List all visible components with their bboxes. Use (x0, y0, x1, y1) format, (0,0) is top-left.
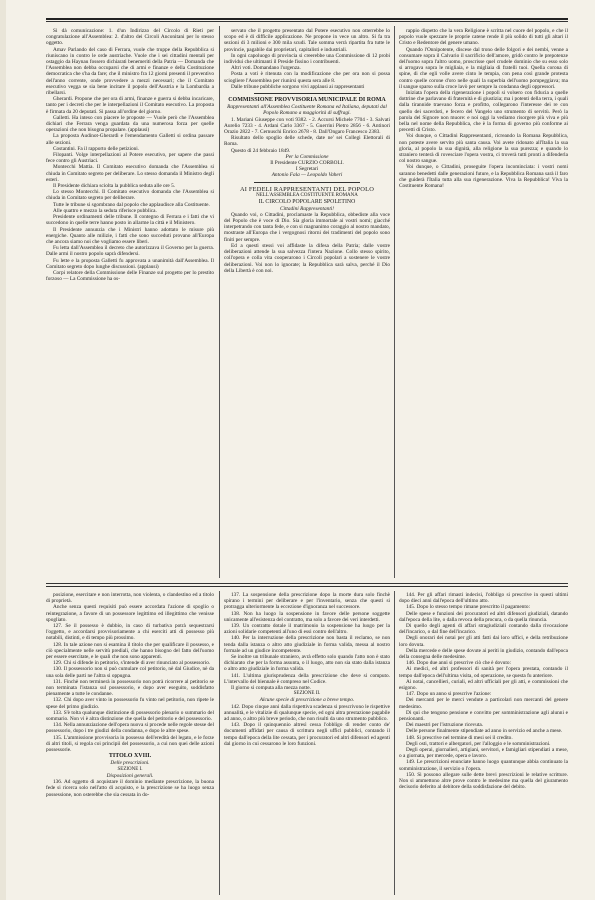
paragraph: Ai notai, cancellieri, curiali, ed altri ufficiali per gli atti, e commissioni che esigono. (399, 678, 568, 692)
paragraph: Questo dì 24 febbraio 1849. (231, 147, 291, 154)
paragraph: Voi dunque, o Cittadini, proseguite l'opera incominciata: i vostri nomi saranno benedetti dalle generazioni future, e la Repubblica Romana sarà il faro che guiderà l'Italia tutta alla sua rigenerazione. Viva la Repubblica! Viva la Costituente Romana! (399, 164, 568, 190)
paragraph: 140. Per la interruzione della prescrizione non basta il reclamo, se non tenda dalla istanza o altro atto giudiziale in forma valida, messa al nostro formale ad un giudice incompetente. (224, 635, 390, 654)
paragraph: Degli operai, giornalieri, artigiani, servitori, e famigliari stipendiati a mese, o a giornata, per mercede, opera e lavoro. (399, 747, 568, 760)
paragraph: Il Presidente annunzia che i Ministri hanno adottato le misure più energiche. Quanto alle milizie, i fatti che sono succeduti provano all'Europa che ancora siamo noi che vogliamo essere liberi. (46, 226, 214, 245)
paragraph: servato che il progetto presentato dal Potere esecutivo non otterrebbe lo scopo ed è di difficile applicazione. Ne propone in vece un altro. Si fa tra sezioni di 3 milioni e 300 mila scudi. Tale somma verrà ripartita fra tutte le provincie, pagabile dai proprietari, capitalisti e industriali. (224, 28, 390, 53)
paragraph: Se inoltre un tribunale straniero, avrà effetto solo quando l'atto non è stato dichiarato che per la forma assunta, o il luogo, atto non sia stato dalla istanza o altro atto giudiziale in forma valida. (224, 654, 390, 673)
paragraph: Posta a voti è ritenuta con la modificazione che per ora non si possa sciogliere l'Assemblea per riunirsi questa sera alle 8. (224, 71, 390, 84)
section-rule (46, 583, 568, 584)
paragraph: 135. L'ammissione provvisoria in possesso dell'eredità del legato, e le forze di altri titoli, si regola coi principii del possessorio, a cui non quei delle azioni possessorie. (46, 734, 214, 754)
paragraph: 143. Dopo il quinquennio altresì cessa l'obbligo di render conto de' documenti affidati per causa di scrittura negli uffici pubblici, contando il tempo dall'epoca della lite cessata, per i procuratori ed altri difensori ed agenti dal giorno in cui cessarono le loro funzioni. (224, 722, 390, 747)
paragraph: 139. Un contratto dotale il matrimonio la sospensione ha luogo per la azioni solidarie competenti all'uno di essi contro dell'altro. (224, 623, 390, 636)
section-heading: COMMISSIONE PROVVISORIA MUNICIPALE DI ROMA (228, 97, 386, 104)
separator (254, 93, 360, 94)
section-label: SEZIONE II. (293, 691, 321, 697)
paragraph: Il Presidente dichiara sciolta la pubblica seduta alle ore 5. (53, 183, 176, 190)
section-heading: AI FEDELI RAPPRESENTANTI DEL POPOLO (239, 185, 375, 193)
paragraph: 144. Per gli affari rimasti indecisi, l'obbligo si prescrive in questi ultimi dopo dieci anni dall'epoca dell'ultimo atto. (399, 592, 568, 605)
separator (254, 182, 360, 183)
paragraph: 136. Ad oggetto di acquistare il dominio mediante prescrizione, la buona fede si ricerca solo nell'atto di acquisto, e la prescrizione se ha luogo senza possessione, non osterebbe che sia cessata in do- (46, 779, 214, 798)
paragraph: Ai medici, ed altri professori di sanità per l'opera prestata, contando il tempo dall'epoca dell'ultima visita, od operazione, se questa fu anteriore. (399, 666, 568, 679)
column-divider (219, 591, 220, 895)
paragraph: 149. Le prescrizioni enunciate hanno luogo quantunque abbia continuato la somministrazione, il servizio o l'opera. (399, 759, 568, 772)
paragraph: Di qui che tengono pensione e convitto per somministrazione agli alunni e pensionanti. (399, 709, 568, 723)
paragraph: 145. Dopo lo stesso tempo rimane prescritto il pagamento: (406, 604, 531, 611)
paragraph: Di quello degli agenti di affari stragiudiziali contando dalla rivocazione dell'incarico, o dal fine dell'incarico. (399, 623, 568, 636)
paragraph: La proposta Audinot-Gherardi e l'emendamento Galletti si ordina passare alle sezioni. (46, 133, 214, 146)
top-rule (46, 18, 568, 20)
paragraph: 150. Si possono allegare sulle dette brevi prescrizioni le relative scritture. Non si ammettono altre prove contro le medesime ma quella del giuramento decisorio deferito al debitore della soddisfazione del debito. (399, 771, 568, 791)
paragraph: 148. Si prescrive nel termine di mesi sei il credito. (406, 734, 513, 741)
paragraph: Lo stesso Montecchi. Il Comitato esecutivo domanda che l'Assemblea si chiuda in Comitato segreto per deliberare. (46, 189, 214, 202)
signature-line: I Segretari (295, 166, 319, 173)
paragraph: Quando l'Onnipotente, discese dal trono delle folgori e dei nembi, venne a consumare sopra il Calvario il sacrificio dell'amore, gridò contro le prepotenze dell'uomo sopra l'altro uomo, proscrisse quel crudele dominio che su esso solo si arrogava sopra le migliaia, e la migliaia di fratelli tuoi. Quella corona di spine, di che egli volle avere cinto le tempia, con pena così grande protesta contro quelle corone d'oro nelle quali la superbia dell'uomo pompeggiava; ma il sangue sparso sulla croce lavò per sempre la condanna degli oppressori. (399, 46, 568, 90)
paragraph: Gherardi. Propone che per ora di armi, finanze e guerra si debba incaricare, tanto per i decreti che per le interpellazioni il Comitato esecutivo. La proposta è firmata da 20 deputati. Si passa all'ordine del giorno. (46, 96, 214, 115)
paragraph: Il giorno si computa alla mezza notte. (231, 685, 311, 692)
paragraph: Alle quattro e mezzo la seduta riferisce pubblica. (53, 207, 157, 214)
paragraph: rappio dispetto che la vera Religione è scritta nel cuore del popolo, e che il popolo vuole spezzare le proprie catene rende il più solido di tutti gli altari il Cristo e Redentore del genere umano. (399, 28, 568, 47)
subheading: IL CIRCOLO POPOLARE SPOLETINO (258, 199, 356, 206)
paragraph: Tutte le tribune si sgombrano dal popolo che applaudisce alla Costituente. (53, 201, 210, 208)
page-edge-left (0, 0, 6, 900)
paragraph: Si dà comunicazione: 1. d'un Indirizzo del Circolo di Rieti per congratulazione all'Assemblea: 2. d'altro dei Circoli Anconitani per lo stesso oggetto. (46, 28, 214, 47)
top-rule-thin (46, 21, 568, 22)
paragraph: Montecchi Mattia. Il Comitato esecutivo domanda che l'Assemblea si chiuda in Comitato segreto per deliberare. Lo stesso domanda il Ministro degli esteri. (46, 164, 214, 183)
paragraph: Altri voti. Domandano l'urgenza. (231, 65, 301, 72)
paragraph: Presidente ordinamenti delle tribune. Il contegno di Ferrara e i fatti che vi succedono in quelle terre hanno posto in allarme la città e il Ministero. (46, 214, 214, 227)
paragraph: 133. S'è tolta qualunque distinzione di possessorio plenario o summario del sommario. Non vi è altra distinzione che quella del petitorio e del possessorio. (46, 709, 214, 723)
paragraph: Costantini. Fa il rapporto delle petizioni. (53, 145, 140, 152)
subheading: Rappresentanti all'Assemblea Costituente Romana ed Italiana, deputati dal Popolo Romano a maggiorità di suffragi. (227, 104, 387, 117)
signature-line: Per la Commissione (285, 153, 329, 160)
column-divider (394, 591, 395, 895)
paragraph: 127. Se il possesso è dubbio, in caso di turbativa potrà sequestrarsi l'oggetto, e accordarsi provvisoriamente a chi eserciti atti di possesso più notabili, distinti, e di tempo più prossimo. (46, 623, 214, 642)
paragraph: In ogni capoluogo di provincia si creerebbe una Commissione di 12 probi individui che ultimanti il Preside fissino i contribuenti. (224, 52, 390, 66)
section-rule (46, 586, 568, 587)
salutation: Cittadini Rappresentanti! (279, 205, 335, 212)
top-column-1 (46, 28, 214, 578)
subheading: Disposizioni generali. (106, 772, 154, 779)
signature-line: Antonio Fala — Leopoldo Vaheri (271, 172, 343, 179)
paragraph: Iniziata l'opera della rigenerazione i popoli si volsero con fiducia a quelle dottrine che parlavano di fraternità e di giustizia; ma i potenti della terra, i quali dalla tirannide traevano forza e profitto, collegarono l'interesse dei re con quello dei sacerdoti, e fecero del Vangelo uno strumento di servitù. Però la parola del Signore non muore: e noi oggi la vediamo risorgere più viva e più bella nel nome della Repubblica, che è la forma di governo più conforme ai precetti di Cristo. (399, 90, 568, 134)
paragraph: Dalle tribune pubbliche sorgono vivi applausi ai rappresentanti (231, 83, 365, 90)
title-heading: TITOLO XVIII. (108, 753, 152, 760)
subheading: Delle prescrizioni. (110, 760, 150, 767)
paragraph: Fu lette e la proposta Galletti fu approvata a unanimità dall'Assemblea. Il Comitato segreto dopo lunghe discussioni. (applausi) (46, 257, 214, 270)
paragraph: 134. Nella annunziazione dell'opera nuova si procede nelle regole stesse del possessorio, dopo i tre giudizi della condanna, e dopo le altre spese. (46, 722, 214, 735)
paragraph: Filopanti. Volge interpellazioni al Potere esecutivo, per sapere che passi fece contro gli Austriaci. (46, 152, 214, 165)
paragraph: Quando voi, o Cittadini, proclamaste la Repubblica, obbediste alla voce del Popolo che è voce di Dio. Sia gloria immortale ai vostri nomi; giacché interpetrando con tanta fede, e con si magnanimo coraggio al nostro mandato, mostraste all'Europa che i vergognosi ritorni dei tradimenti del popolo sono finiti per sempre. (224, 211, 390, 243)
paragraph: Delle spese e funzioni dei procuratori ed altri difensori giudiziali, datando dall'epoca della lite, o dalla revoca della procura, o da quella rinuncia. (399, 610, 568, 623)
paragraph: Corpi relatore della Commissione delle Finanze sul progetto per lo prestito forzoso — La Commissione ha os- (46, 269, 214, 283)
top-column-2 (224, 28, 390, 578)
paragraph: Amav Parlando del caso di Ferrara, vuole che truppe della Repubblica si riuniscano in contro le orde austriache. Vuole che i sei cittadini mentali per ostaggio da Haynau fossero dichiarati benemeriti della Patria — Domanda che l'Assemblea non debba occuparsi che di armi e finanze e della Costituzione democratica che s'ha da fare; che il ministro fra 12 giorni presenti il preventivo dell'anno corrente, onde provvedere a mezzi necessari; che il Comitato esecutivo vegga se sia bene incitare il popolo dell'Austria e la Lombardia a ribellarsi. (46, 46, 214, 97)
paragraph: Risultato dello spoglio delle schede, date ne' sei Collegi Elettorali di Roma. (224, 135, 390, 148)
top-column-3 (399, 28, 568, 578)
paragraph: Galletti. Ha inteso con piacere le proposte — Vuole però che l'Assemblea dichiari che Ferrara venga guardata da una numerosa forza per quelle operazioni che non bisogna propalare. (applausi) (46, 114, 214, 134)
paragraph: 1. Mariani Giuseppe con voti 9382. - 2. Accursi Michele 7704 - 3. Salvati Aurelio 7233 - 4. Ardani Carlo 3367 - 5. Guerrini Pietro 2856 - 6. Antinori Orazio 2822 - 7. Cernuschi Enrico 2678 - 8. Dall'Ongaro Francesco 2383. (224, 116, 390, 136)
paragraph: Fu letta dall'Assemblea il decreto che autorizzava il Governo per la guerra. Dalle armi il nostro popolo saprà difendersi. (46, 245, 214, 258)
signature-line: Il Presidente CURZIO CORBOLI. (270, 160, 344, 167)
paragraph: Degli onorari dei notai per gli atti fatti dai loro uffici, e della retribuzione loro dovuta. (399, 635, 568, 648)
paragraph: Degli osti, trattori e albergatori, per l'alloggio e le somministrazioni. (406, 740, 551, 747)
bottom-column-1 (46, 592, 214, 896)
bottom-column-3 (399, 592, 568, 896)
paragraph: 138. Non ha luogo la sospensione in favore delle persone soggette unicamente all'esistenza del contratto, ma solo a favore dei veri interdetti. (224, 610, 390, 623)
paragraph: 142. Dopo cinque anni dalla rispettiva scadenza si prescrivono le rispettive annualità, e le vitalizie di qualunque specie, ed ogni altra prestazione pagabile ad anno, o altro più breve periodo, che non risulti da uno strumento pubblico. (224, 703, 390, 723)
paragraph: Della mercede e delle spese dovute ai periti in giudizio, contando dall'epoca della consegna delle medesime. (399, 647, 568, 661)
paragraph: 131. Finchè non terminerà in possessorio non potrà ricorrere al petitorio se non terminata l'istanza sul possessorio, e dopo aver eseguito, soddisfatto pienamente a tutte le condanne. (46, 678, 214, 698)
paragraph: 130. Il possessorio non si può cumulare col petitorio, nè dal Giudice, nè da una sola delle parti ne l'altra si oppugna. (46, 666, 214, 679)
paragraph: Voi dunque, o Cittadini Rappresentanti, ricreando la Romana Repubblica, non poteste avere servito più santa causa. Voi avete ridonato all'Italia la sua gloria, al popolo la sua dignità, alla religione la sua purezza; e quando lo straniero tenterà di rovesciare l'opera vostra, ci troverà tutti pronti a difenderla col nostro sangue. (399, 133, 568, 165)
paragraph: 132. Chi dopo aver vinto in possessorio fu vinto nel petitorio, non ripete le spese del primo giudizio. (46, 697, 214, 710)
paragraph: Delle persone finalmente stipendiate ad anno in servizio ed anche a mese. (406, 728, 563, 735)
paragraph: Anche senza questi requisiti può essere accordata l'azione di spoglio o reintegrazione, a favore di un possessore legittimo ed illegittimo che venisse spogliato. (46, 604, 214, 623)
paragraph: 129. Chi si difende in petitorio, s'intende di aver rinunciato al possessorio. (53, 660, 211, 667)
section-label: SEZIONE I. (117, 766, 143, 772)
column-divider (394, 26, 395, 578)
paragraph: 128. In tale azione non si esamina il titolo che per qualificare il possesso, e ciò specialmente nelle servitù prediali, che hanno bisogno del fatto dell'uomo per essere esercitate, e le quali che non sono apparenti. (46, 641, 214, 661)
paragraph: 146. Dopo due anni si prescrive ciò che è dovuto: (406, 660, 512, 667)
paragraph: Ed a questi stessi voi affidaste la difesa della Patria; dalle vostre deliberazioni attende la sua salvezza l'intera Nazione. Collo stesso spirito, coll'opera e colla vita cooperarono i Circoli popolari a sostenere le vostre deliberazioni. Voi non lo ignorate; la Repubblica sarà salva, perché il Dio della Libertà è con noi. (224, 242, 390, 274)
paragraph: 137. La sospensione della prescrizione dopo la morte dura solo finchè spirano i termini per deliberare e per l'inventario, senza che questi si protragga ulteriormente la eccezione d'ignoranza nel successore. (224, 592, 390, 611)
paragraph: 147. Dopo un anno si prescrive l'azione: (406, 691, 492, 698)
paragraph: Dei mercanti per le merci vendute a particolari non mercanti del genere medesimo. (399, 697, 568, 710)
paragraph: posizione, esercitare e non interrotta, non violenta, o clandestino ed a titolo di proprietà. (46, 592, 214, 605)
paragraph: 141. L'ultima giurisprudenza della prescrizione che deve si computo. L'intervallo del biennale è compreso nel Codice. (224, 672, 390, 685)
subheading: NELL'ASSEMBLEA COSTITUENTE ROMANA (256, 193, 358, 199)
column-divider (219, 26, 220, 578)
paragraph: Dei maestri per l'istruzione ricevuta. (406, 722, 483, 729)
bottom-column-2 (224, 592, 390, 896)
subheading: Alcune specie di prescrizione a breve tempo. (259, 697, 355, 704)
